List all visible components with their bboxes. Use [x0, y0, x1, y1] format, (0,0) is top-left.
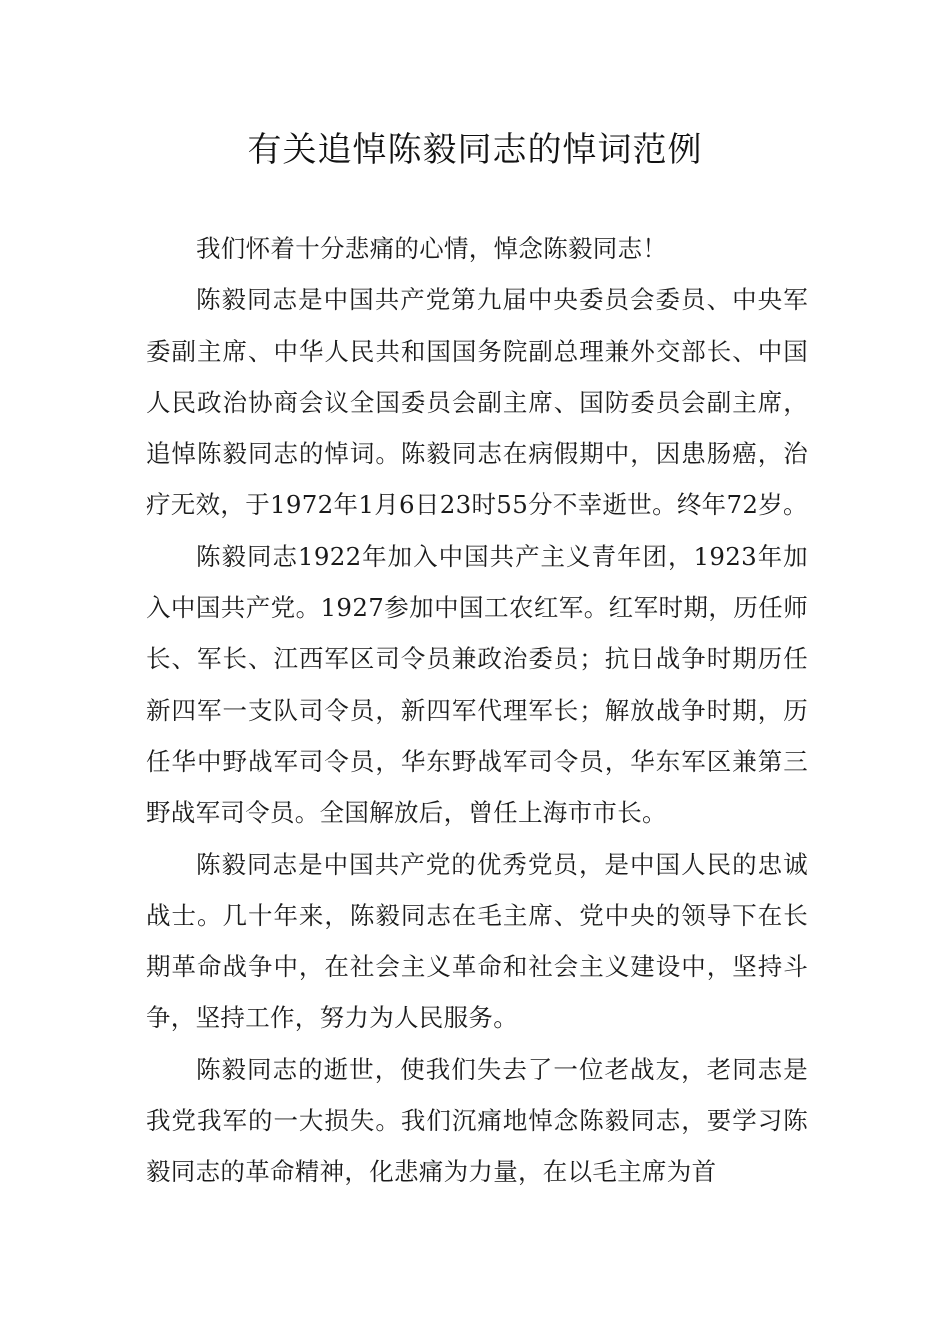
paragraph-career: 陈毅同志1922年加入中国共产主义青年团，1923年加入中国共产党。1927参加中国工农红军。红军时期，历任师长、军长、江西军区司令员兼政治委员；抗日战争时期历任新四军一支队司令员，新四军代理军长；解放战争时期，历任华中野战军司令员，华东野战军司令员，华东军区兼第三野战军司令员。全国解放后，曾任上海市市长。 [146, 541, 808, 828]
paragraph-mourning: 陈毅同志的逝世，使我们失去了一位老战友，老同志是我党我军的一大损失。我们沉痛地悼念陈毅同志，要学习陈毅同志的革命精神，化悲痛为力量，在以毛主席为首 [146, 1054, 808, 1187]
paragraph-opening: 我们怀着十分悲痛的心情，悼念陈毅同志！ [196, 234, 668, 263]
paragraph-positions: 陈毅同志是中国共产党第九届中央委员会委员、中央军委副主席、中华人民共和国国务院副总理兼外交部长、中国人民政治协商会议全国委员会副主席、国防委员会副主席，追悼陈毅同志的悼词。陈毅同志在病假期中，因患肠癌，治疗无效，于1972年1月6日23时55分不幸逝世。终年72岁。 [146, 285, 808, 520]
document-title: 有关追悼陈毅同志的悼词范例 [247, 130, 703, 170]
document-body [146, 223, 808, 1198]
paragraph-service: 陈毅同志是中国共产党的优秀党员，是中国人民的忠诚战士。几十年来，陈毅同志在毛主席、党中央的领导下在长期革命战争中，在社会主义革命和社会主义建设中，坚持斗争，坚持工作，努力为人民服务。 [146, 849, 808, 1033]
